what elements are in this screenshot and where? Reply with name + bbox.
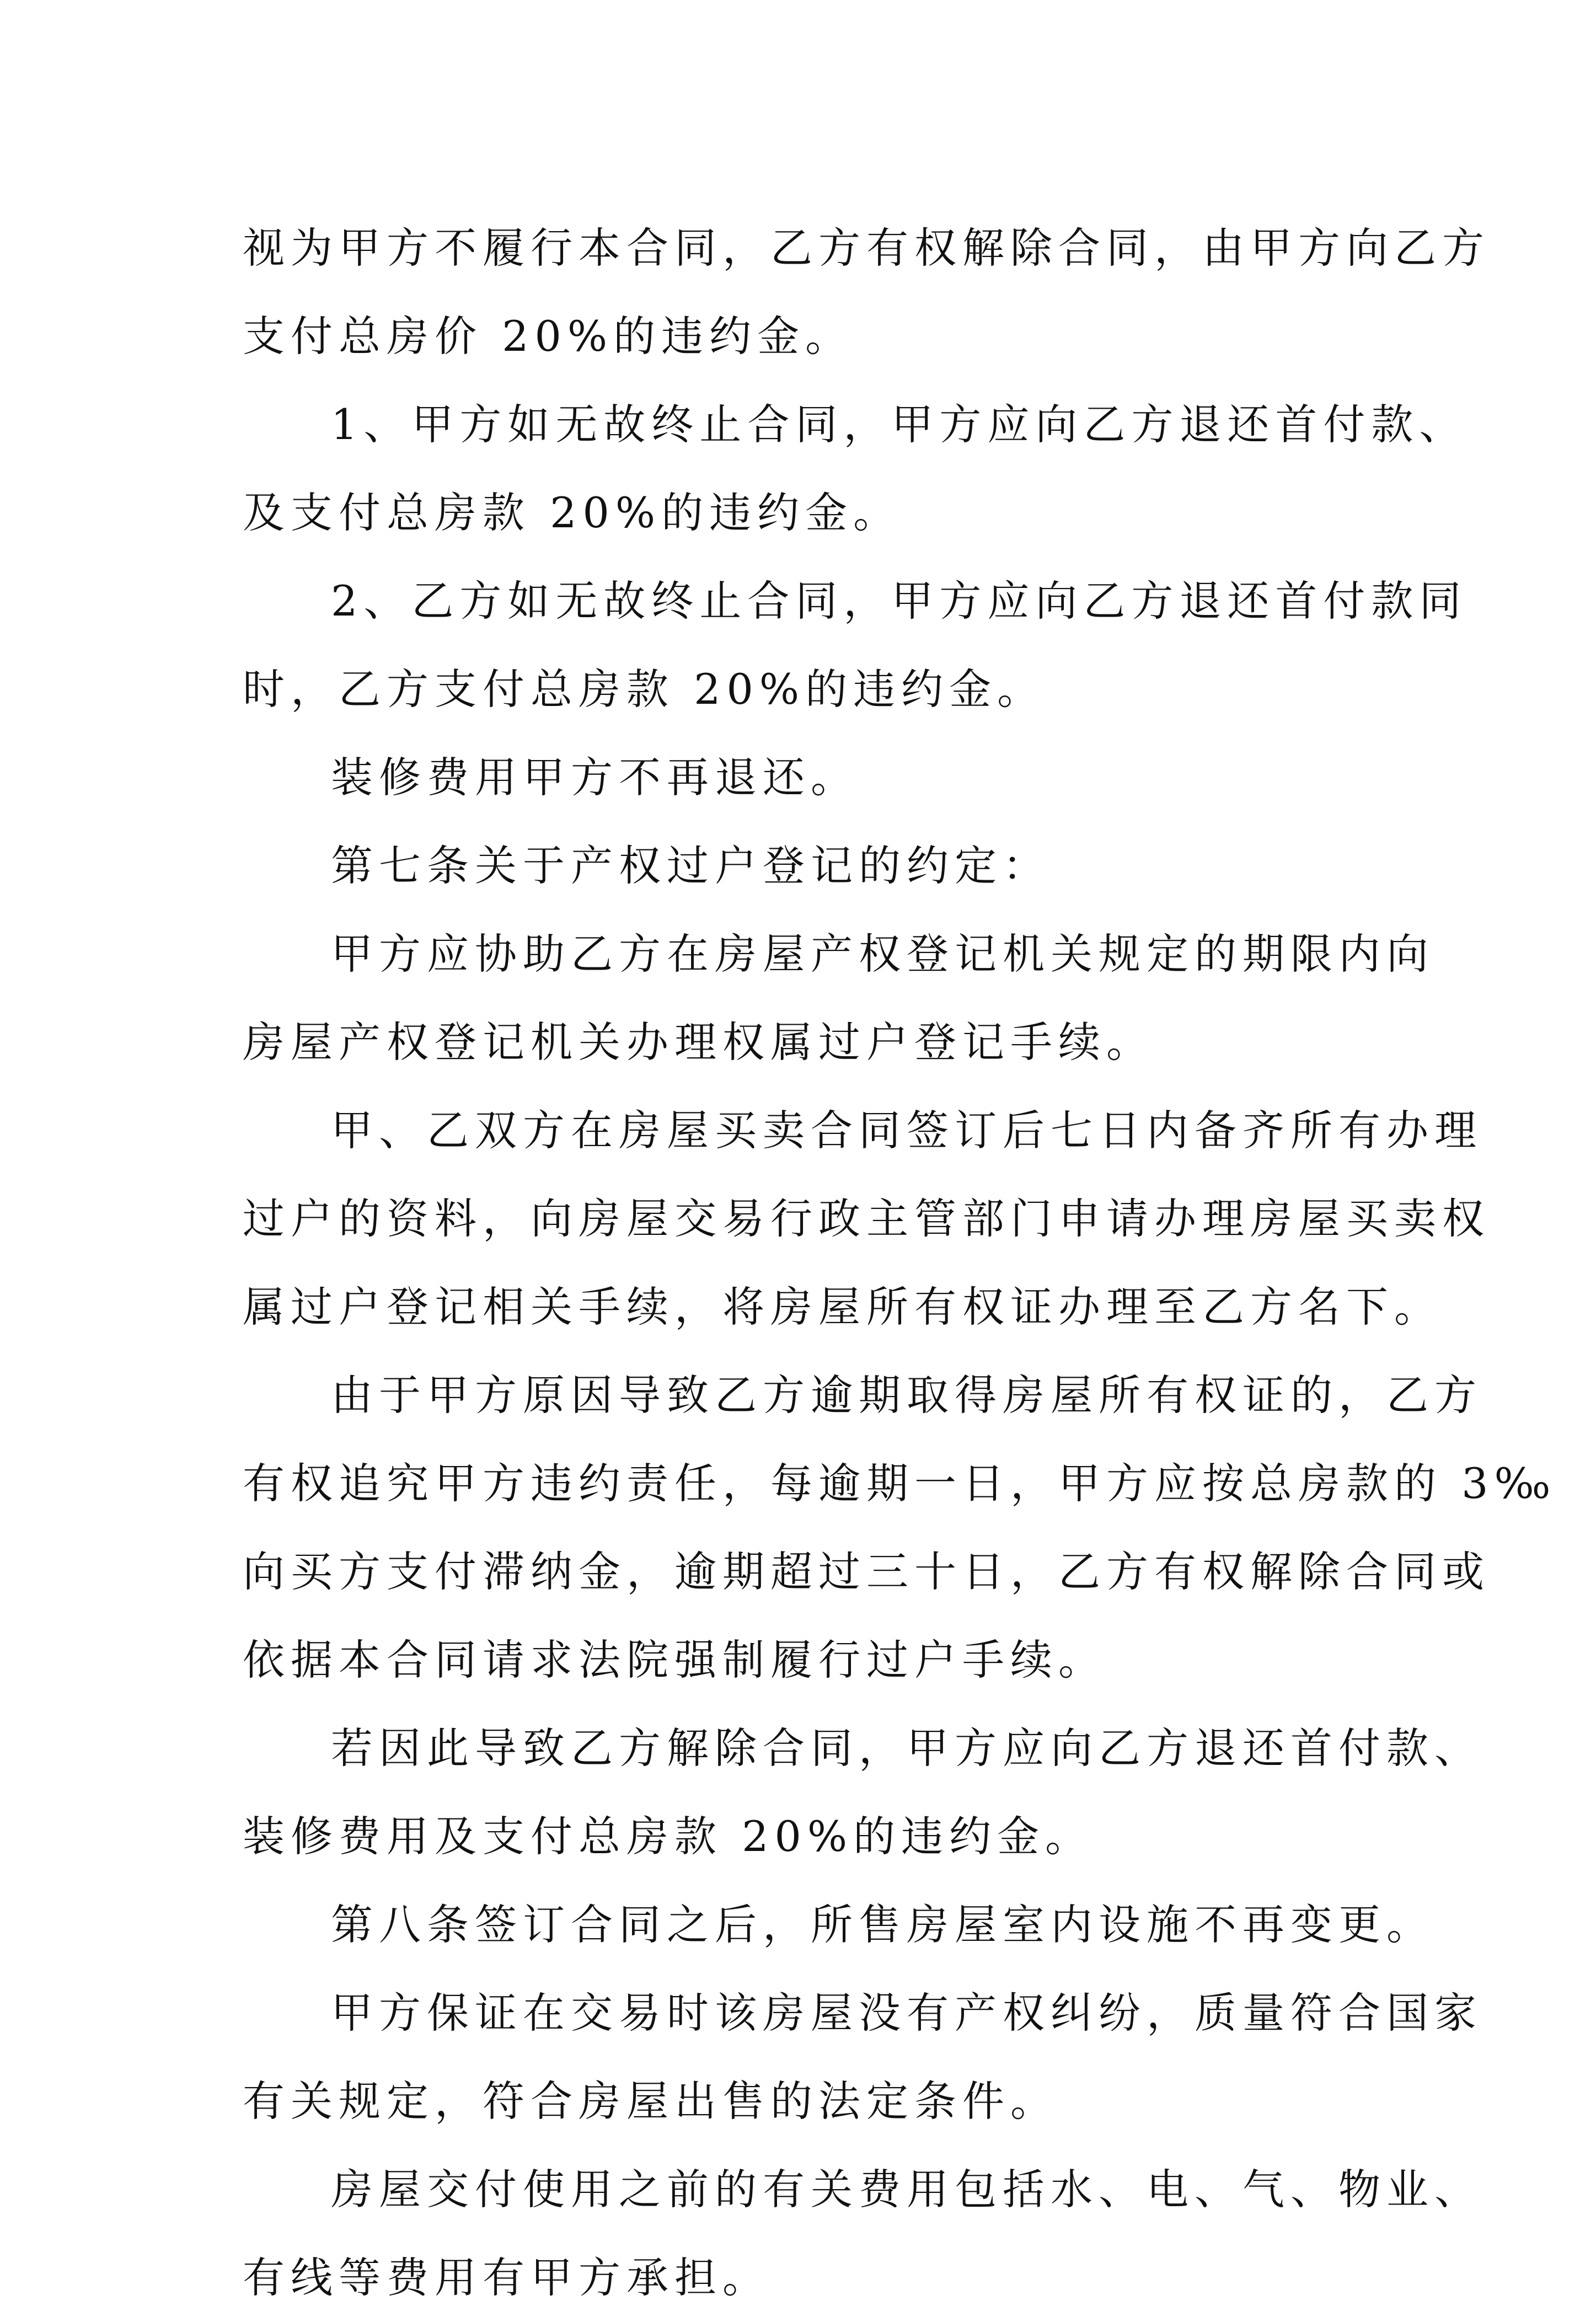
text-line: 1、甲方如无故终止合同，甲方应向乙方退还首付款、 (331, 400, 1468, 449)
text-line: 依据本合同请求法院强制履行过户手续。 (243, 1635, 1106, 1684)
section-heading: 第八条签订合同之后，所售房屋室内设施不再变更。 (331, 1900, 1434, 1949)
text-line: 若因此导致乙方解除合同，甲方应向乙方退还首付款、 (331, 1724, 1482, 1773)
text-line: 视为甲方不履行本合同，乙方有权解除合同，由甲方向乙方 (243, 223, 1490, 272)
text-line: 房屋产权登记机关办理权属过户登记手续。 (243, 1018, 1154, 1067)
text-line: 有权追究甲方违约责任，每逾期一日，甲方应按总房款的 3‰ (243, 1459, 1557, 1508)
text-line: 有关规定，符合房屋出售的法定条件。 (243, 2077, 1058, 2126)
text-line: 房屋交付使用之前的有关费用包括水、电、气、物业、 (331, 2165, 1482, 2214)
text-line: 支付总房价 20%的违约金。 (243, 312, 854, 361)
text-line: 甲、乙双方在房屋买卖合同签订后七日内备齐所有办理 (331, 1106, 1482, 1155)
text-line: 属过户登记相关手续，将房屋所有权证办理至乙方名下。 (243, 1282, 1442, 1331)
contract-text (243, 204, 1557, 2322)
text-line: 甲方保证在交易时该房屋没有产权纠纷，质量符合国家 (331, 1988, 1482, 2037)
text-line: 过户的资料，向房屋交易行政主管部门申请办理房屋买卖权 (243, 1194, 1490, 1243)
text-line: 装修费用甲方不再退还。 (331, 753, 859, 802)
text-line: 向买方支付滞纳金，逾期超过三十日，乙方有权解除合同或 (243, 1547, 1490, 1596)
text-line: 2、乙方如无故终止合同，甲方应向乙方退还首付款同 (331, 576, 1468, 625)
text-line: 装修费用及支付总房款 20%的违约金。 (243, 1812, 1094, 1861)
text-line: 甲方应协助乙方在房屋产权登记机关规定的期限内向 (331, 929, 1434, 978)
text-line: 有线等费用有甲方承担。 (243, 2253, 770, 2302)
text-line: 由于甲方原因导致乙方逾期取得房屋所有权证的，乙方 (331, 1371, 1482, 1420)
text-line: 及支付总房款 20%的违约金。 (243, 488, 902, 537)
section-heading: 第七条关于产权过户登记的约定： (331, 841, 1051, 890)
text-line: 时，乙方支付总房款 20%的违约金。 (243, 665, 1046, 714)
